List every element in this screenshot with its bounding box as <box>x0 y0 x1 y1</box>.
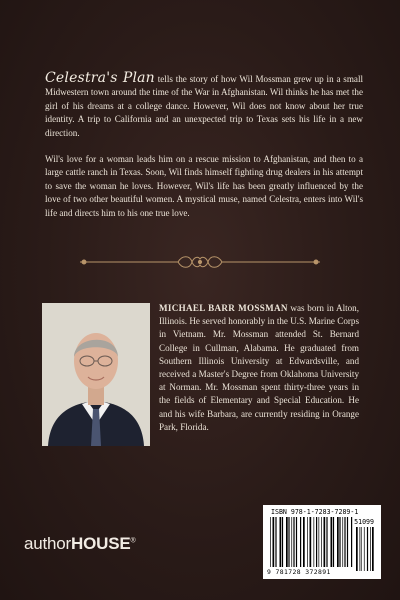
barcode-bar <box>293 517 294 567</box>
barcode-bar <box>342 517 343 567</box>
book-blurb <box>45 72 363 233</box>
author-portrait <box>42 303 150 446</box>
registered-mark: ® <box>130 537 136 545</box>
blurb-paragraph-2: Wil's love for a woman leads him on a rescue mission to Afghanistan, and then to a large cattle ranch in Texas. Soon, Wil finds himself fighting drug dealers in his attempt to save the woman he loves. However, Wil's life has been greatly influenced by the love of two other beautiful women. A mystical muse, named Celestra, enters into Wil's life and directs him to his one true love. <box>45 154 363 218</box>
barcode-bar <box>321 517 322 567</box>
barcode-bar <box>339 517 340 567</box>
barcode-bar <box>286 517 288 567</box>
barcode-bar <box>364 527 365 571</box>
barcode-bar <box>307 517 308 567</box>
barcode-bar <box>360 527 361 571</box>
barcode-bar <box>314 517 315 567</box>
publisher-logo <box>24 534 135 554</box>
barcode-bar <box>319 517 320 567</box>
book-title-script: Celestra's Plan <box>45 70 155 86</box>
price-code: 51099 <box>354 518 374 526</box>
barcode-bar <box>296 517 297 567</box>
blurb-paragraph-1-text: tells the story of how Wil Mossman grew up in a small Midwestern town around the time of the War in Afghanistan. Wil thinks he has met the girl of his dreams at a college dance. However, Wil does not know about her true identity. A trip to California and an unexpected trip to Texas sets his life in a new direction. <box>45 74 363 138</box>
ornament-divider <box>80 251 320 273</box>
isbn-label: ISBN 978-1-7283-7289-1 <box>271 508 359 516</box>
barcode-bar <box>347 517 348 567</box>
publisher-suffix: HOUSE <box>71 534 131 553</box>
barcode-box <box>263 505 381 579</box>
barcode-bar <box>337 517 339 567</box>
barcode-bar <box>331 517 333 567</box>
barcode-bar <box>367 527 368 571</box>
blurb-paragraph-1 <box>45 72 363 140</box>
author-bio <box>159 302 359 434</box>
barcode-bar <box>356 527 358 571</box>
barcode-bar <box>361 527 362 571</box>
barcode-bar <box>303 517 305 567</box>
barcode-bar <box>310 517 312 567</box>
publisher-prefix: author <box>24 534 72 553</box>
barcode-bar <box>282 517 283 567</box>
barcode-bar <box>333 517 334 567</box>
barcode-bar <box>291 517 292 567</box>
barcode-bar <box>300 517 301 567</box>
ean-barcode <box>269 517 355 567</box>
barcode-bar <box>326 517 327 567</box>
barcode-bar <box>280 517 282 567</box>
addon-barcode <box>355 527 377 571</box>
barcode-number: 9 781728 372891 <box>267 568 331 576</box>
barcode-bar <box>370 527 371 571</box>
barcode-bar <box>273 517 275 567</box>
author-photo <box>42 303 150 446</box>
barcode-bar <box>288 517 289 567</box>
author-name: MICHAEL BARR MOSSMAN <box>159 303 288 313</box>
author-bio-text: was born in Alton, Illinois. He served honorably in the U.S. Marine Corps in Vietnam. Mr. Mossman attended St. Bernard College in Cullman, Alabama. He graduated from Southern Illinois University at Edwardsville, and received a Master's Degree from Oklahoma University at Norman. Mr. Mossman spent thirty-three years in the fields of Elementary and Special Education. He and his wife Barbara, are currently residing in Orange Park, Florida. <box>159 303 359 432</box>
barcode-bar <box>324 517 326 567</box>
barcode-bar <box>344 517 345 567</box>
barcode-bar <box>316 517 317 567</box>
barcode-bar <box>270 517 271 567</box>
barcode-bar <box>275 517 276 567</box>
barcode-bar <box>351 517 352 567</box>
barcode-bar <box>372 527 374 571</box>
